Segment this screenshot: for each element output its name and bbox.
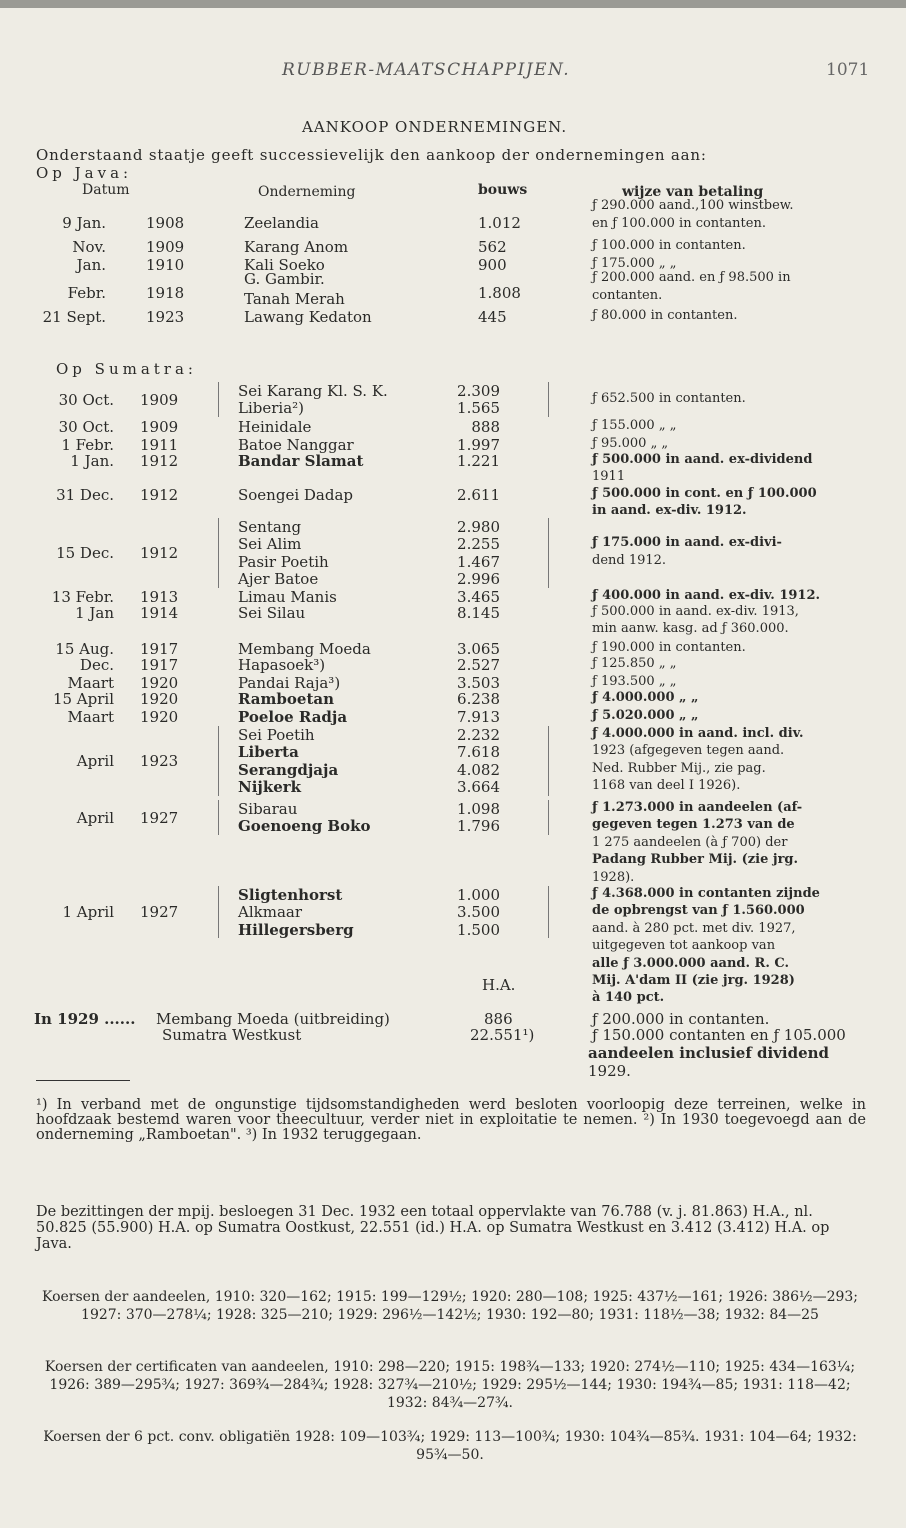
java-date: Jan.	[76, 256, 106, 274]
sumatra-payment: ƒ 95.000 „ „	[592, 436, 669, 451]
sumatra-name: Batoe Nanggar	[238, 436, 354, 454]
java-payment: ƒ 100.000 in contanten.	[592, 238, 746, 253]
java-payment: ƒ 200.000 aand. en ƒ 98.500 in	[592, 270, 791, 285]
sumatra-name: Liberta	[238, 743, 299, 762]
java-year: 1908	[146, 214, 185, 232]
brace	[218, 800, 223, 835]
sumatra-date: April	[76, 808, 114, 827]
sumatra-year: 1917	[140, 656, 179, 674]
sumatra-name: Pasir Poetih	[238, 552, 329, 571]
sumatra-payment: ƒ 125.850 „ „	[592, 656, 677, 671]
sumatra-bouws: 2.309	[457, 382, 500, 400]
sumatra-name: Sligtenhorst	[238, 886, 343, 904]
col-onderneming: Onderneming	[258, 184, 356, 200]
sumatra-name: Alkmaar	[238, 903, 302, 922]
col-bouws: bouws	[478, 182, 528, 198]
sumatra-bouws: 888	[471, 418, 500, 436]
sumatra-bouws: 3.664	[457, 778, 500, 797]
java-date: Nov.	[72, 238, 106, 256]
sumatra-name: Goenoeng Boko	[238, 817, 371, 836]
sumatra-payment: 1928).	[592, 869, 635, 885]
sumatra-name: Sentang	[238, 518, 302, 536]
sumatra-name: Sei Poetih	[238, 726, 315, 744]
java-name: G. Gambir.	[244, 270, 325, 288]
brace	[544, 382, 549, 417]
sumatra-name: Sei Alim	[238, 535, 302, 554]
sumatra-date: 31 Dec.	[56, 486, 114, 504]
java-year: 1918	[146, 284, 185, 302]
sumatra-payment: Padang Rubber Mij. (zie jrg.	[592, 852, 799, 868]
sumatra-bouws: 3.503	[457, 674, 500, 692]
sumatra-bouws: 1.000	[457, 886, 500, 904]
sumatra-date: Dec.	[79, 656, 114, 674]
sumatra-bouws: 1.500	[457, 920, 500, 939]
sumatra-year: 1920	[140, 708, 179, 726]
sumatra-bouws: 4.082	[457, 760, 500, 779]
footnote-rule	[36, 1080, 130, 1081]
in-1929-pay-2: ƒ 150.000 contanten en ƒ 105.000	[592, 1026, 846, 1044]
sumatra-bouws: 1.565	[457, 399, 500, 418]
sumatra-year: 1927	[140, 808, 179, 827]
sumatra-year: 1917	[140, 640, 179, 658]
sumatra-date: 1 April	[62, 903, 114, 922]
bezittingen-paragraph: De bezittingen der mpij. besloegen 31 Dec. 1932 een totaal oppervlakte van 76.788 (v. j. 81.863) H.A., nl. 50.825 (55.900) H.A. op Sumatra Oostkust, 22.551 (id.) H.A. op Sumatra Westkust en 3.412 (3.412) H.A. op Java.	[36, 1204, 830, 1252]
java-year: 1909	[146, 238, 185, 256]
sumatra-date: 13 Febr.	[51, 588, 114, 606]
sumatra-name: Serangdjaja	[238, 760, 339, 779]
sumatra-name: Sibarau	[238, 800, 298, 818]
sumatra-date: 15 April	[52, 690, 114, 708]
sumatra-date: 1 Jan.	[70, 452, 114, 470]
java-payment-cont: en ƒ 100.000 in contanten.	[592, 216, 766, 231]
brace	[218, 886, 223, 938]
sumatra-payment: ƒ 500.000 in aand. ex-div. 1913,	[592, 604, 799, 619]
sumatra-name: Hapasoek³)	[238, 656, 326, 674]
sumatra-payment: uitgegeven tot aankoop van	[592, 938, 776, 954]
intro-text: Onderstaand staatje geeft successievelijk den aankoop der ondernemingen aan:	[36, 146, 707, 164]
sumatra-payment: ƒ 4.000.000 „ „	[592, 690, 699, 705]
sumatra-payment: ƒ 1.273.000 in aandeelen (af-	[592, 800, 803, 815]
footnotes: ¹) In verband met de ongunstige tijdsomstandigheden werd besloten voorloopig deze terreinen, welke in hoofdzaak bestemd waren voor theecultuur, verder niet in exploitatie te nemen. ²) In 1930 toegevoegd aan de onderneming „Ramboetan". ³) In 1932 teruggegaan.	[36, 1097, 866, 1143]
sumatra-payment: in aand. ex-div. 1912.	[592, 503, 747, 519]
sumatra-payment: 1168 van deel I 1926).	[592, 778, 741, 794]
brace	[544, 518, 549, 588]
sumatra-year: 1920	[140, 674, 179, 692]
section-title: AANKOOP ONDERNEMINGEN.	[302, 118, 568, 136]
sumatra-bouws: 2.232	[457, 726, 500, 744]
sumatra-name: Liberia²)	[238, 399, 305, 418]
sumatra-year: 1912	[140, 486, 179, 504]
sumatra-payment: Ned. Rubber Mij., zie pag.	[592, 760, 766, 776]
sumatra-year: 1923	[140, 752, 179, 771]
koersen-certificaten: Koersen der certificaten van aandeelen, 1910: 298—220; 1915: 198¾—133; 1920: 274½—110; 1925: 434—163¼; 1926: 389—295¾; 1927: 369¾—284¾; 1928: 327¾—210½; 1929: 295½—144; 1930: 194¾—85; 1931: 118—42; 1932: 84¾—27¾.	[44, 1359, 856, 1411]
sumatra-bouws: 6.238	[457, 690, 500, 708]
sumatra-payment: 1923 (afgegeven tegen aand.	[592, 743, 785, 759]
sumatra-payment: alle ƒ 3.000.000 aand. R. C.	[592, 955, 790, 971]
sumatra-year: 1912	[140, 544, 179, 563]
java-bouws: 1.012	[478, 214, 521, 232]
sumatra-payment: ƒ 175.000 in aand. ex-divi-	[592, 535, 782, 551]
sumatra-payment: gegeven tegen 1.273 van de	[592, 817, 795, 833]
sumatra-name: Bandar Slamat	[238, 452, 364, 470]
java-bouws: 900	[478, 256, 507, 274]
sumatra-name: Soengei Dadap	[238, 486, 354, 504]
sumatra-date: 30 Oct.	[58, 418, 114, 436]
brace	[218, 382, 223, 417]
sumatra-name: Sei Silau	[238, 604, 306, 622]
java-label: Op Java:	[36, 164, 133, 182]
col-betaling: wijze van betaling	[622, 184, 764, 200]
page-number: 1071	[826, 60, 870, 80]
sumatra-name: Hillegersberg	[238, 920, 354, 939]
sumatra-bouws: 2.996	[457, 570, 500, 589]
sumatra-payment: ƒ 190.000 in contanten.	[592, 640, 746, 655]
sumatra-year: 1927	[140, 903, 179, 922]
sumatra-name: Ajer Batoe	[238, 570, 319, 589]
sumatra-name: Membang Moeda	[238, 640, 371, 658]
sumatra-bouws: 2.255	[457, 535, 500, 554]
java-payment: ƒ 290.000 aand.,100 winstbew.	[592, 198, 794, 213]
sumatra-payment: à 140 pct.	[592, 990, 665, 1006]
java-date: 21 Sept.	[42, 308, 106, 326]
java-name: Zeelandia	[244, 214, 319, 232]
in-1929-name-1: Membang Moeda (uitbreiding)	[156, 1010, 390, 1028]
sumatra-name: Ramboetan	[238, 690, 334, 708]
sumatra-year: 1914	[140, 604, 179, 622]
sumatra-bouws: 2.611	[457, 486, 500, 504]
col-datum: Datum	[82, 182, 130, 198]
sumatra-date: 15 Aug.	[55, 640, 114, 658]
sumatra-payment: 1911	[592, 469, 626, 485]
java-name: Kali Soeko	[244, 256, 325, 274]
sumatra-payment: ƒ 400.000 in aand. ex-div. 1912.	[592, 588, 821, 603]
java-payment-cont: contanten.	[592, 288, 663, 303]
java-bouws: 1.808	[478, 284, 521, 302]
sumatra-label: Op Sumatra:	[56, 360, 197, 378]
java-name: Lawang Kedaton	[244, 308, 372, 326]
in-1929-bouws-2: 22.551¹)	[470, 1026, 535, 1044]
sumatra-bouws: 3.465	[457, 588, 500, 606]
sumatra-payment: ƒ 155.000 „ „	[592, 418, 677, 433]
in-1929-name-2: Sumatra Westkust	[162, 1026, 302, 1044]
sumatra-payment: ƒ 500.000 in aand. ex-dividend	[592, 452, 813, 467]
sumatra-bouws: 1.098	[457, 800, 500, 818]
sumatra-date: 30 Oct.	[58, 390, 114, 409]
sumatra-payment: Mij. A'dam II (zie jrg. 1928)	[592, 973, 795, 988]
sumatra-payment: ƒ 652.500 in contanten.	[592, 390, 746, 406]
sumatra-year: 1909	[140, 390, 179, 409]
java-name: Karang Anom	[244, 238, 349, 256]
brace	[544, 886, 549, 938]
brace	[218, 726, 223, 796]
sumatra-name: Heinidale	[238, 418, 312, 436]
sumatra-payment: ƒ 5.020.000 „ „	[592, 708, 699, 723]
ha-label: H.A.	[482, 976, 516, 994]
in-1929-label: In 1929 ......	[34, 1010, 136, 1028]
in-1929-pay-3: aandeelen inclusief dividend	[588, 1044, 830, 1062]
sumatra-bouws: 3.500	[457, 903, 500, 922]
sumatra-payment: aand. à 280 pct. met div. 1927,	[592, 920, 796, 936]
java-name-2: Tanah Merah	[244, 290, 345, 308]
java-bouws: 562	[478, 238, 507, 256]
sumatra-payment: min aanw. kasg. ad ƒ 360.000.	[592, 621, 789, 637]
brace	[544, 800, 549, 835]
sumatra-name: Limau Manis	[238, 588, 337, 606]
java-date: Febr.	[67, 284, 106, 302]
java-year: 1910	[146, 256, 185, 274]
sumatra-year: 1911	[140, 436, 179, 454]
sumatra-year: 1920	[140, 690, 179, 708]
sumatra-payment: dend 1912.	[592, 552, 667, 568]
sumatra-payment: ƒ 4.000.000 in aand. incl. div.	[592, 726, 804, 741]
sumatra-bouws: 1.467	[457, 552, 500, 571]
sumatra-date: Maart	[67, 674, 114, 692]
sumatra-year: 1912	[140, 452, 179, 470]
sumatra-bouws: 2.980	[457, 518, 500, 536]
running-header-title: RUBBER-MAATSCHAPPIJEN.	[282, 60, 571, 80]
sumatra-bouws: 1.796	[457, 817, 500, 836]
sumatra-date: Maart	[67, 708, 114, 726]
sumatra-date: April	[76, 752, 114, 771]
koersen-obligatien: Koersen der 6 pct. conv. obligatiën 1928: 109—103¾; 1929: 113—100¾; 1930: 104¾—85¾. 1931: 104—64; 1932: 95¾—50.	[43, 1429, 857, 1463]
in-1929-pay-4: 1929.	[588, 1062, 631, 1080]
sumatra-date: 1 Febr.	[61, 436, 114, 454]
sumatra-name: Nijkerk	[238, 778, 302, 797]
sumatra-date: 1 Jan	[75, 604, 114, 622]
sumatra-bouws: 2.527	[457, 656, 500, 674]
sumatra-bouws: 3.065	[457, 640, 500, 658]
in-1929-pay-1: ƒ 200.000 in contanten.	[592, 1010, 770, 1028]
sumatra-name: Sei Karang Kl. S. K.	[238, 382, 388, 400]
brace	[544, 726, 549, 796]
brace	[218, 518, 223, 588]
java-bouws: 445	[478, 308, 507, 326]
sumatra-bouws: 1.997	[457, 436, 500, 454]
sumatra-payment: de opbrengst van ƒ 1.560.000	[592, 903, 805, 919]
java-payment: ƒ 175.000 „ „	[592, 256, 677, 271]
koersen-aandeelen: Koersen der aandeelen, 1910: 320—162; 1915: 199—129½; 1920: 280—108; 1925: 437½—161; 1926: 386½—293; 1927: 370—278¼; 1928: 325—210; 1929: 296½—142½; 1930: 192—80; 1931: 118½—38; 1932: 84—25	[41, 1289, 859, 1323]
page-top-edge	[0, 0, 906, 8]
sumatra-bouws: 8.145	[457, 604, 500, 622]
sumatra-name: Pandai Raja³)	[238, 674, 341, 692]
sumatra-name: Poeloe Radja	[238, 708, 348, 726]
sumatra-date: 15 Dec.	[56, 544, 114, 563]
sumatra-bouws: 1.221	[457, 452, 500, 470]
sumatra-payment: ƒ 193.500 „ „	[592, 674, 677, 689]
java-date: 9 Jan.	[62, 214, 106, 232]
sumatra-payment: ƒ 500.000 in cont. en ƒ 100.000	[592, 486, 817, 501]
sumatra-year: 1909	[140, 418, 179, 436]
sumatra-year: 1913	[140, 588, 179, 606]
in-1929-bouws-1: 886	[484, 1010, 513, 1028]
sumatra-payment: 1 275 aandeelen (à ƒ 700) der	[592, 834, 788, 850]
sumatra-bouws: 7.618	[457, 743, 500, 762]
sumatra-bouws: 7.913	[457, 708, 500, 726]
sumatra-payment: ƒ 4.368.000 in contanten zijnde	[592, 886, 820, 901]
java-payment: ƒ 80.000 in contanten.	[592, 308, 738, 323]
java-year: 1923	[146, 308, 185, 326]
